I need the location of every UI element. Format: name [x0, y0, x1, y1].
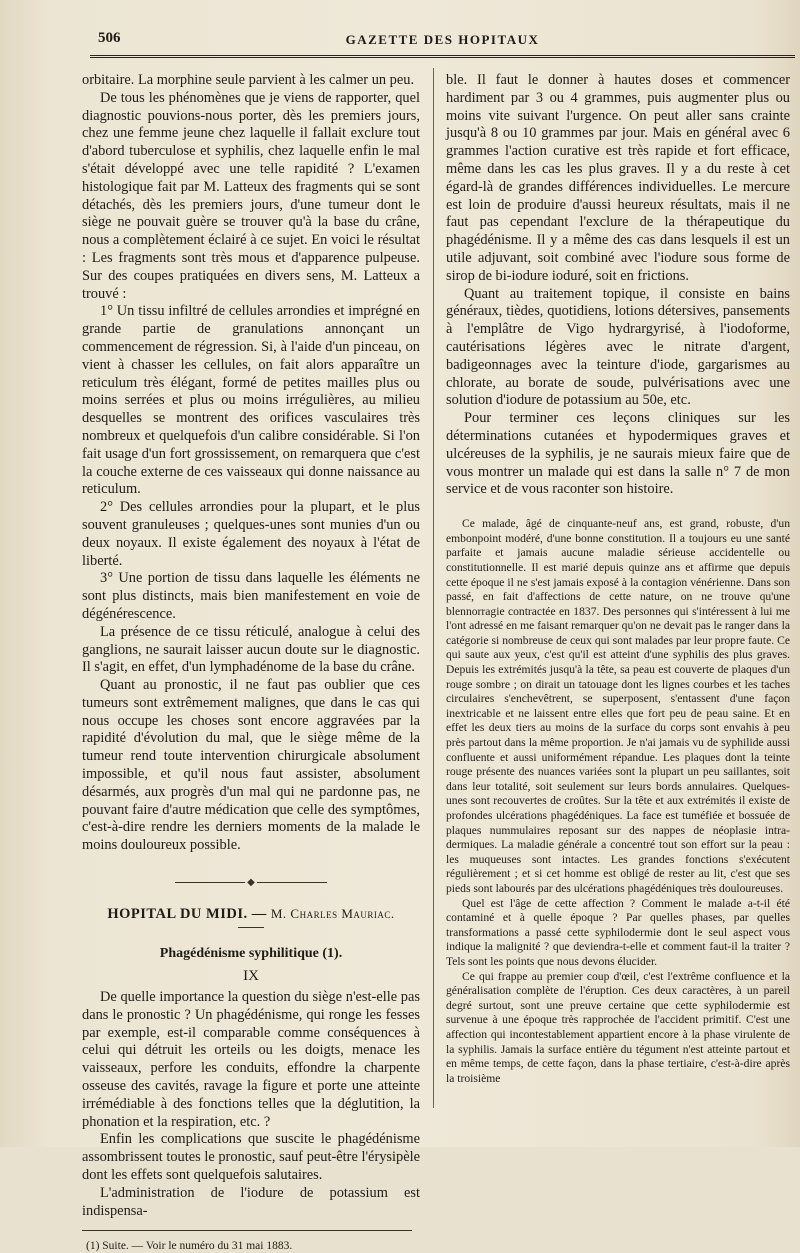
paragraph: Quant au pronostic, il ne faut pas oublier que ces tumeurs sont extrêmement malignes, que dans le cas qui nous occupe les choses sont encore aggravées par la rapidité d'évolution du mal, que le siège même de la tumeur rend toute intervention chirurgicale absolument impossible, et qu'il nous faut assister, absolument désarmés, aux progrès d'un mal qui ne pardonne pas, ne pouvant faire d'autre médication que celle des symptômes, c'est-à-dire rendre les derniers moments de la malade le moins douloureux possible.	[82, 677, 420, 854]
section-ornament: ◆	[82, 877, 420, 888]
page-header	[90, 28, 795, 54]
hospital-heading	[82, 906, 420, 923]
right-column	[446, 72, 790, 1122]
paragraph: Pour terminer ces leçons cliniques sur les déterminations cutanées et hypodermiques graves et ulcéreuses de la syphilis, je ne saurais mieux faire que de vous montrer un malade qui est dans la salle n° 7 de mon service et de vous raconter son histoire.	[446, 410, 790, 498]
case-paragraph: Ce malade, âgé de cinquante-neuf ans, est grand, robuste, d'un embonpoint modéré, d'une bonne constitution. Il a toujours eu une santé parfaite et jamais aucune maladie sérieuse accidentelle ou constitutionnelle. Il est marié depuis quinze ans et affirme que depuis cette époque il ne s'est jamais exposé à la contagion vénérienne. Dans son passé, en fait d'affections de cette nature, on ne trouve qu'une blennorragie contractée en 1837. Des personnes qui s'intéressent à lui me l'ont adressé en me faisant remarquer qu'on ne devait pas le ranger dans la catégorie si nombreuse de ceux qui sont malades par leur propre faute. Ce qui saute aux yeux, c'est qu'il est atteint d'une syphilis des plus graves. Depuis les extrémités jusqu'à la tête, sa peau est couverte de plaques d'un rouge sombre ; on dirait un tatouage dont les lignes courbes et les taches circulaires s'enchevêtrent, se superposent, s'entassent d'une façon inextricable et ne laissent entre elles que fort peu de peau saine. Et en effet les deux tiers au moins de la surface du corps sont envahis à peu près partout dans la même proportion. Je n'ai jamais vu de syphilide aussi confluente et aussi uniformément répandue. Les plaques dont la teinte rouge présente des nuances variées sont la plupart un peu saillantes, soit dans leur totalité, soit seulement sur leurs bords annulaires. Quelques-unes sont recouvertes de croûtes. Sur la tête et aux extrémités il existe de profondes ulcérations phagédéniques. La face est tuméfiée et bossuée de plaques nummulaires reposant sur des nappes de néoplasie intra-dermiques. La maladie générale a concentré tout son effort sur la peau : les muqueuses sont intactes. Les grandes fonctions s'exécutent régulièrement ; et si cet homme est obligé de rester au lit, c'est que ses pieds sont labourés par des ulcérations phagédéniques très douloureuses.	[446, 517, 790, 895]
paragraph: De quelle importance la question du siège n'est-elle pas dans le pronostic ? Un phagédénisme, qui ronge les fesses par exemple, est-il comparable comme conséquences à celui qui détruit les orteils ou les doigts, menace les vaisseaux, perfore les conduits, effondre la charpente osseuse des cavités, ravage la figure et porte une atteinte irrémédiable à des fonctions telles que la déglutition, la phonation et la respiration, etc. ?	[82, 989, 420, 1130]
article-title: Phagédénisme syphilitique (1).	[159, 946, 343, 962]
paragraph: La présence de ce tissu réticulé, analogue à celui des ganglions, ne saurait laisser aucun doute sur le diagnostic. Il s'agit, en effet, d'un lymphadénome de la base du crâne.	[82, 623, 420, 676]
paragraph: 3° Une portion de tissu dans laquelle les éléments ne sont plus distincts, mais bien manifestement en voie de dégénérescence.	[82, 570, 420, 622]
page-number: 506	[98, 30, 121, 46]
case-paragraph: Ce qui frappe au premier coup d'œil, c'est l'extrême confluence et la généralisation complète de l'éruption. Ces deux caractères, à un pareil degré surtout, sont une preuve certaine que cette syphilodermie est survenue à une époque très rapprochée de l'accident primitif. C'est une affection qui incontestablement appartient encore à la phase virulente de la syphilis. Jamais la surface entière du tégument n'est atteinte partout et en même temps, de cette façon, dans la phase tertiaire, c'est-à-dire après la troisième	[446, 969, 790, 1085]
paragraph: orbitaire. La morphine seule parvient à les calmer un peu.	[82, 72, 415, 88]
short-rule	[238, 927, 264, 928]
spacer	[446, 499, 790, 517]
paragraph: Quant au traitement topique, il consiste en bains généraux, tièdes, quotidiens, lotions détersives, pansements à l'emplâtre de Vigo hydrargyrisé, à l'iodoforme, cautérisations légères avec le nitrate d'argent, badigeonnages avec la teinture d'iode, gargarismes au chlorate, au borate de soude, pulvérisations avec une solution d'iodure de potassium au 50e, etc.	[446, 285, 790, 409]
footnote-rule	[82, 1230, 412, 1231]
lecture-number: IX	[243, 968, 259, 985]
paragraph: Enfin les complications que suscite le phagédénisme assombrissent toutes le pronostic, sauf peut-être l'érysipèle dont les effets sont quelquefois salutaires.	[82, 1131, 420, 1184]
journal-title: GAZETTE DES HOPITAUX	[345, 32, 540, 47]
paragraph: 2° Des cellules arrondies pour la plupart, et le plus souvent granuleuses ; quelques-unes sont munies d'un ou deux noyaux. Il existe également des noyaux à l'état de liberté.	[82, 499, 420, 569]
column-separator	[433, 68, 434, 1108]
footnote: (1) Suite. — Voir le numéro du 31 mai 1883.	[86, 1240, 293, 1253]
hospital-author: M. Charles Mauriac.	[270, 906, 395, 922]
paragraph: De tous les phénomènes que je viens de rapporter, quel diagnostic pouvions-nous porter, dès les premiers jours, chez une femme jeune chez laquelle il fallait exclure tout d'abord tuberculose et syphilis, chez laquelle enfin le mal s'était développé avec une telle rapidité ? L'examen histologique fait par M. Latteux des fragments qui se sont détachés, dès les premiers jours, d'une tumeur dont le siège ne pouvait guère se trouver qu'à la base du crâne, nous a complètement éclairé à ce sujet. En voici le résultat : Les fragments sont très mous et d'apparence pulpeuse. Sur des coupes pratiquées en divers sens, M. Latteux a trouvé :	[82, 89, 420, 302]
paragraph: L'administration de l'iodure de potassium est indispensa-	[82, 1184, 420, 1219]
paragraph: 1° Un tissu infiltré de cellules arrondies et imprégné en grande partie de granulations annonçant un commencement de régression. Si, à l'aide d'un pinceau, on vient à chasser les cellules, on fait alors apparaître un reticulum très élégant, formé de petites mailles plus ou moins serrées et plus ou moins irrégulières, au milieu desquelles se montrent des orifices vasculaires très nombreux et quelquefois d'un calibre considérable. Si l'on fait usage d'un fort grossissement, on remarquera que c'est la couche externe de ces vaisseaux qui donne naissance au reticulum.	[82, 303, 420, 498]
case-paragraph: Quel est l'âge de cette affection ? Comment le malade a-t-il été contaminé et à quelle époque ? Par quelles phases, par quelles transformations a passé cette syphilodermie dont le seul aspect vous indique la malignité ? que deviendra-t-elle et comment faut-il la traiter ? Tels sont les points que nous devons élucider.	[446, 896, 790, 968]
paragraph: ble. Il faut le donner à hautes doses et commencer hardiment par 3 ou 4 grammes, puis augmenter plus ou moins vite suivant l'urgence. On peut aller sans crainte jusqu'à 8 ou 10 grammes par jour. Mais en général avec 6 grammes l'action curative est très rapide et fort efficace, même dans les cas les plus graves. Il y a du reste à cet égard-là de grandes différences individuelles. Le mercure est loin de produire d'aussi heureux résultats, mais il ne faut pas cependant l'exclure de la thérapeutique du phagédénisme. Il y a même des cas dans lesquels il est un utile adjuvant, soit combiné avec l'iodure sous forme de sirop de bi-iodure ioduré, soit en frictions.	[446, 72, 790, 284]
header-double-rule	[90, 55, 795, 58]
left-column	[82, 72, 420, 1253]
hospital-title: HOPITAL DU MIDI. —	[107, 906, 267, 923]
